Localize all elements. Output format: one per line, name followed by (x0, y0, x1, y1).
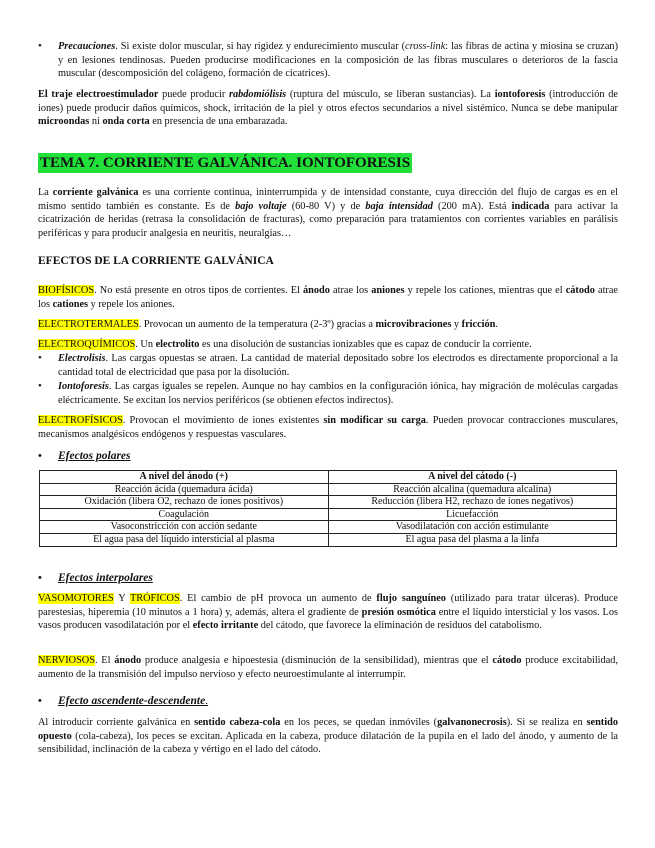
vasomotores-label: VASOMOTORES (38, 593, 114, 604)
bullet-icon: • (38, 572, 42, 584)
nerviosos-label: NERVIOSOS (38, 655, 95, 666)
table-row: El agua pasa del líquido intersticial al plasma El agua pasa del plasma a la linfa (40, 533, 617, 546)
electrofisicos-paragraph: ELECTROFÍSICOS. Provocan el movimiento de iones existentes sin modificar su carga. Pueden provocar contracciones musculares, mecanismos analgésicos endógenos y respuestas vasculares. (38, 415, 619, 440)
biofisicos-paragraph: BIOFÍSICOS. No está presente en otros tipos de corrientes. El ánodo atrae los aniones y repele los cationes, mientras que el cátodo atrae los cationes y repele los aniones. (38, 285, 618, 310)
electroquimicos-label: ELECTROQUÍMICOS (38, 339, 136, 350)
troficos-label: TRÓFICOS (129, 593, 180, 604)
tema-title: TEMA 7. CORRIENTE GALVÁNICA. IONTOFORESIS (40, 155, 411, 171)
efecto-ascendente-heading: • Efecto ascendente-descendente. (38, 695, 209, 707)
table-row: Reacción ácida (quemadura ácida) Reacción alcalina (quemadura alcalina) (40, 483, 617, 496)
precauciones-lead: Precauciones (58, 41, 116, 52)
vasomotores-paragraph: VASOMOTORES Y TRÓFICOS. El cambio de pH provoca un aumento de flujo sanguíneo (utilizado para tratar úlceras). Produce parestesias, hiperemia (10 minutos a 1 hora) y, además, altera el gradiente de presión osmótica entre el líquido intersticial y los vasos. Los vasos producen vasodilatación por el efecto irritante del cátodo, que favorece la eliminación de residuos del catabolismo. (38, 593, 619, 632)
efectos-interpolares-heading: • Efectos interpolares (38, 572, 153, 584)
bullet-icon: • (38, 380, 42, 392)
table-header-anodo: A nivel del ánodo (+) (40, 471, 329, 484)
electrofisicos-label: ELECTROFÍSICOS (38, 415, 123, 426)
bullet-icon: • (38, 450, 42, 462)
traje-paragraph: El traje electroestimulador puede producir rabdomiólisis (ruptura del músculo, se liberan sustancias). La iontoforesis (introducción de iones) puede producir daños químicos, shock, irritación de la piel y otros efectos secundarios a nivel sistémico. Nunca se debe manipular microondas ni onda corta en presencia de una embarazada. (38, 89, 618, 128)
bullet-icon: • (38, 352, 42, 364)
bullet-icon: • (38, 40, 42, 52)
bullet-icon: • (38, 695, 42, 707)
ascendente-paragraph: Al introducir corriente galvánica en sentido cabeza-cola en los peces, se quedan inmóviles (galvanonecrosis). Si se realiza en sentido opuesto (cola-cabeza), los peces se excitan. Aplicada en la cabeza, produce dilatación de la pupila en el lado del ánodo, y aumento de la sensibilidad, inclinación de la cabeza y vértigo en el lado del cátodo. (38, 717, 618, 756)
electroquimicos-paragraph: ELECTROQUÍMICOS. Un electrolito es una disolución de sustancias ionizables que es capaz de conducir la corriente. (38, 339, 532, 350)
electrotermales-label: ELECTROTERMALES (38, 319, 139, 330)
biofisicos-label: BIOFÍSICOS (38, 285, 95, 296)
table-header-catodo: A nivel del cátodo (-) (328, 471, 617, 484)
cross-link-term: cross-link (405, 41, 446, 52)
table-row: Coagulación Licuefacción (40, 508, 617, 521)
nerviosos-paragraph: NERVIOSOS. El ánodo produce analgesia e hipoestesia (disminución de la sensibilidad), mientras que el cátodo produce excitabilidad, aumento de la transmisión del impulso nervioso y efecto neuroestimulante al interrumpir. (38, 655, 618, 680)
efectos-heading: EFECTOS DE LA CORRIENTE GALVÁNICA (38, 255, 274, 267)
efectos-polares-table (39, 470, 617, 547)
efectos-polares-heading: • Efectos polares (38, 450, 131, 462)
intro-paragraph: La corriente galvánica es una corriente continua, ininterrumpida y de intensidad constante, cuya dirección del flujo de cargas es en el mismo sentido también es constante. Es de bajo voltaje (60-80 V) y de baja intensidad (200 mA). Está indicada para activar la cicatrización de heridas (retrasa la consolidación de fracturas), como preparación para tratamientos con corrientes variables en parálisis periféricas y para producir analgesia en neuritis, neuralgias… (38, 187, 618, 239)
iontoforesis-item: • Iontoforesis. Las cargas iguales se repelen. Aunque no hay cambios en la configuración iónica, hay migración de moléculas cargadas eléctricamente. Se excitan los nervios periféricos (se obtienen efectos indirectos). (38, 380, 618, 406)
electrotermales-paragraph: ELECTROTERMALES. Provocan un aumento de la temperatura (2-3º) gracias a microvibraciones y fricción. (38, 319, 498, 330)
electrolisis-item: • Electrolisis. Las cargas opuestas se atraen. La cantidad de material depositado sobre los electrodos es directamente proporcional a la cantidad total de electricidad que pasa por la disolución. (38, 352, 618, 378)
table-row: Oxidación (libera O2, rechazo de iones positivos) Reducción (libera H2, rechazo de iones negativos) (40, 496, 617, 509)
table-row: Vasoconstricción con acción sedante Vasodilatación con acción estimulante (40, 521, 617, 534)
precauciones-item: • Precauciones. Si existe dolor muscular, si hay rigidez y endurecimiento muscular (cross-link: las fibras de actina y miosina se cruzan) y en lesiones tendinosas. Pueden producirse modificaciones en la composición de las fibras musculares o deterioros de la fascia muscular (descomposición del colágeno, formación de cicatrices). (38, 40, 619, 80)
